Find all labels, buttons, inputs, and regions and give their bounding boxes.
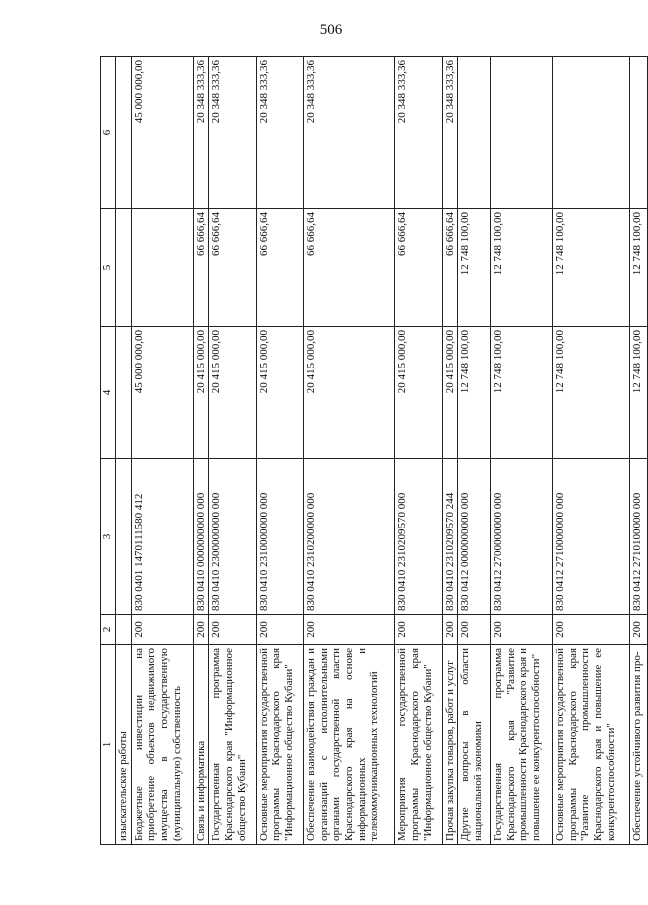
row-code: 200	[304, 615, 395, 645]
row-amount-col5: 66 666,64	[304, 209, 395, 327]
row-amount-col6: 20 348 333,36	[442, 57, 458, 209]
row-amount-col5: 12 748 100,00	[458, 209, 491, 327]
row-classification-code: 830 0401 1470111580 412	[131, 459, 193, 615]
row-classification-code: 830 0412 0000000000 000	[458, 459, 491, 615]
column-header: 1	[101, 645, 116, 845]
budget-table	[100, 56, 648, 845]
row-amount-col6: 45 000 000,00	[131, 57, 193, 209]
row-classification-code: 830 0410 2310209570 000	[395, 459, 442, 615]
table-row	[209, 57, 256, 845]
row-description: Основные мероприятия государственной программы Краснодарского края "Информационное общество Кубани"	[256, 645, 303, 845]
row-description: Обеспечение устойчивого развития про-	[629, 645, 647, 845]
row-classification-code: 830 0410 2310209570 244	[442, 459, 458, 615]
row-code: 200	[131, 615, 193, 645]
row-classification-code	[116, 459, 132, 615]
row-description: Бюджетные инвестиции на приобретение объектов недвижимого имущества в государственную (муниципальную) собственность	[131, 645, 193, 845]
row-code	[116, 615, 132, 645]
row-code: 200	[553, 615, 630, 645]
row-classification-code: 830 0410 0000000000 000	[193, 459, 209, 615]
row-code: 200	[209, 615, 256, 645]
row-amount-col4: 12 748 100,00	[629, 327, 647, 459]
row-amount-col5: 66 666,64	[256, 209, 303, 327]
row-description: изыскательские работы	[116, 645, 132, 845]
row-amount-col6: 20 348 333,36	[193, 57, 209, 209]
row-amount-col6	[458, 57, 491, 209]
table-row	[131, 57, 193, 845]
table-row	[458, 57, 491, 845]
row-amount-col6	[629, 57, 647, 209]
row-amount-col6: 20 348 333,36	[209, 57, 256, 209]
row-amount-col4: 45 000 000,00	[131, 327, 193, 459]
row-amount-col4: 12 748 100,00	[553, 327, 630, 459]
row-description: Связь и информатика	[193, 645, 209, 845]
row-code: 200	[442, 615, 458, 645]
table-row	[442, 57, 458, 845]
table-row	[193, 57, 209, 845]
column-header: 5	[101, 209, 116, 327]
row-amount-col4: 12 748 100,00	[491, 327, 553, 459]
table-row	[256, 57, 303, 845]
row-amount-col6: 20 348 333,36	[304, 57, 395, 209]
page-number: 506	[319, 22, 343, 38]
column-header: 3	[101, 459, 116, 615]
row-description: Мероприятия государственной программы Краснодарского края "Информационное общество Кубани"	[395, 645, 442, 845]
row-code: 200	[491, 615, 553, 645]
row-amount-col5	[116, 209, 132, 327]
row-classification-code: 830 0412 2710100000 000	[629, 459, 647, 615]
row-amount-col6: 20 348 333,36	[395, 57, 442, 209]
row-amount-col4: 20 415 000,00	[256, 327, 303, 459]
table-row	[553, 57, 630, 845]
row-description: Основные мероприятия государственной программы Краснодарского края "Развитие промышленности Краснодарского края и повышение ее конкурентоспособности"	[553, 645, 630, 845]
row-amount-col5: 66 666,64	[193, 209, 209, 327]
row-classification-code: 830 0410 2310200000 000	[304, 459, 395, 615]
table-header-row	[101, 57, 116, 845]
table-row	[304, 57, 395, 845]
row-amount-col6	[116, 57, 132, 209]
row-amount-col5: 12 748 100,00	[553, 209, 630, 327]
row-amount-col6	[553, 57, 630, 209]
table-row	[395, 57, 442, 845]
row-amount-col5: 66 666,64	[442, 209, 458, 327]
row-amount-col5: 66 666,64	[395, 209, 442, 327]
row-amount-col6: 20 348 333,36	[256, 57, 303, 209]
row-classification-code: 830 0412 2710000000 000	[553, 459, 630, 615]
row-amount-col4: 12 748 100,00	[458, 327, 491, 459]
row-classification-code: 830 0410 2300000000 000	[209, 459, 256, 615]
row-classification-code: 830 0410 2310000000 000	[256, 459, 303, 615]
column-header: 2	[101, 615, 116, 645]
row-code: 200	[458, 615, 491, 645]
row-code: 200	[629, 615, 647, 645]
row-description: Обеспечение взаимодействия граждан и организаций с исполнительными органами государственной власти Краснодарского края на основе информационных и телекоммуникационных технологий	[304, 645, 395, 845]
row-classification-code: 830 0412 2700000000 000	[491, 459, 553, 615]
budget-table-body	[101, 57, 648, 845]
row-description: Государственная программа Краснодарского края "Развитие промышленности Краснодарского края и повышение ее конкурентоспособности"	[491, 645, 553, 845]
row-code: 200	[256, 615, 303, 645]
row-amount-col5: 12 748 100,00	[629, 209, 647, 327]
rotated-table-container	[100, 57, 648, 845]
column-header: 6	[101, 57, 116, 209]
row-amount-col5	[131, 209, 193, 327]
row-code: 200	[395, 615, 442, 645]
row-amount-col4	[116, 327, 132, 459]
row-amount-col5: 12 748 100,00	[491, 209, 553, 327]
table-row	[116, 57, 132, 845]
row-amount-col4: 20 415 000,00	[304, 327, 395, 459]
row-amount-col5: 66 666,64	[209, 209, 256, 327]
row-amount-col6	[491, 57, 553, 209]
row-description: Прочая закупка товаров, работ и услуг	[442, 645, 458, 845]
table-row	[491, 57, 553, 845]
row-description: Государственная программа Краснодарского края "Информационное общество Кубани"	[209, 645, 256, 845]
row-amount-col4: 20 415 000,00	[395, 327, 442, 459]
column-header: 4	[101, 327, 116, 459]
row-amount-col4: 20 415 000,00	[193, 327, 209, 459]
row-code: 200	[193, 615, 209, 645]
row-description: Другие вопросы в области национальной экономики	[458, 645, 491, 845]
row-amount-col4: 20 415 000,00	[209, 327, 256, 459]
row-amount-col4: 20 415 000,00	[442, 327, 458, 459]
table-row	[629, 57, 647, 845]
